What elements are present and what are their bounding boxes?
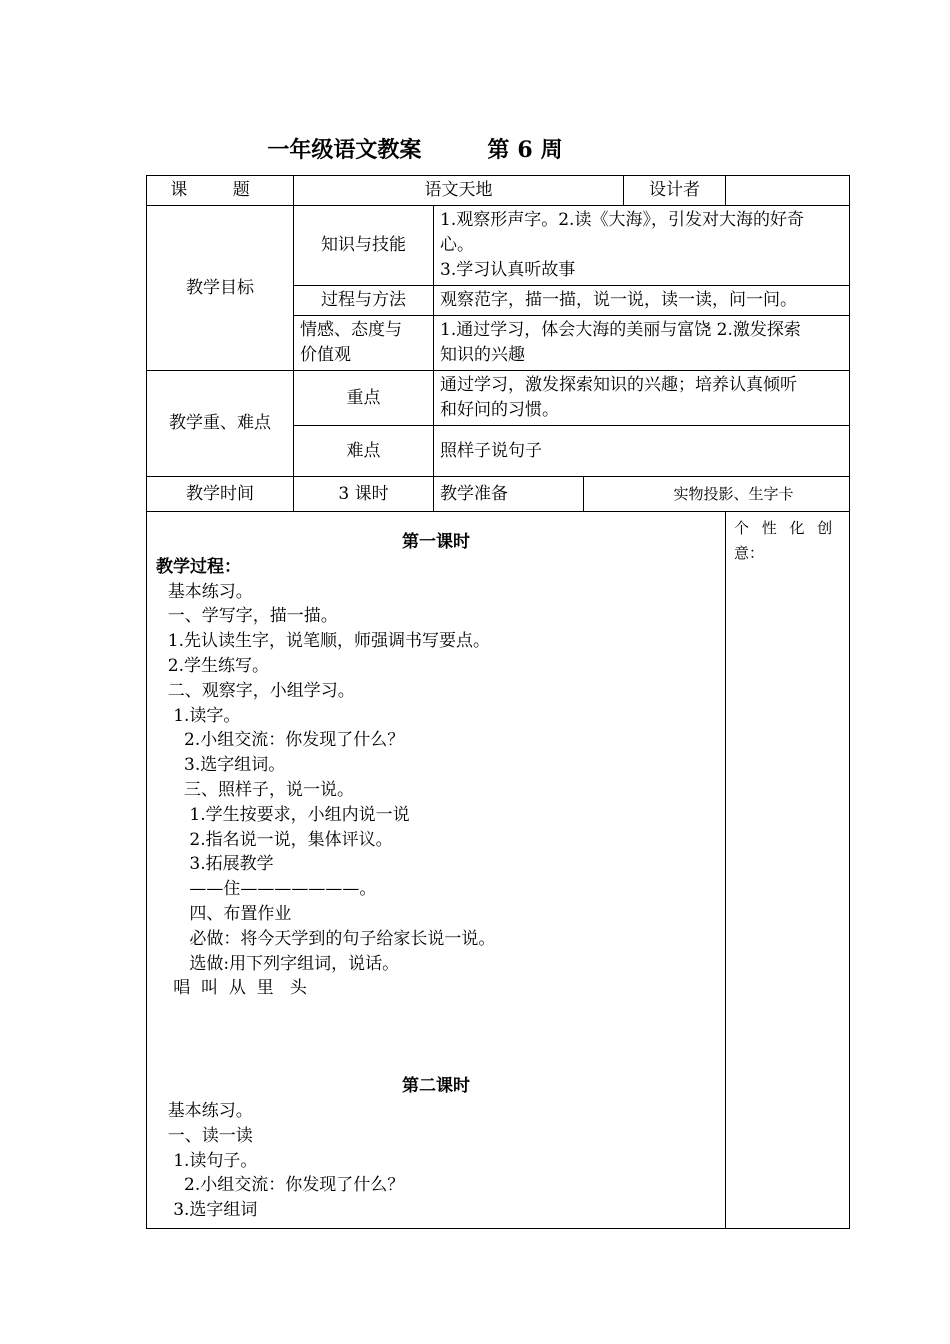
lesson1-title: 第一课时 (402, 532, 470, 552)
goal-text-emotion: 1.通过学习，体会大海的美丽与富饶 2.激发探索 知识的兴趣 (434, 316, 850, 371)
process-cell (147, 512, 726, 1229)
process-line: 三、照样子，说一说。 (157, 779, 355, 800)
lesson2-lines (147, 1099, 725, 1223)
title-text: 一年级语文教案 (267, 137, 422, 163)
goals-label: 教学目标 (147, 206, 294, 371)
process-line: 基本练习。 (157, 1100, 253, 1121)
prep-label: 教学准备 (434, 477, 584, 512)
process-line: 2.指名说一说，集体评议。 (157, 829, 393, 850)
prep-value: 实物投影、生字卡 (584, 477, 850, 512)
key-label: 教学重、难点 (147, 371, 294, 477)
difficulty-label: 难点 (294, 426, 434, 477)
topic-label: 课 题 (147, 176, 294, 206)
process-line: ——住———————。 (157, 879, 377, 900)
goal-text-knowledge: 1.观察形声字。2.读《大海》，引发对大海的好奇 心。 3.学习认真听故事 (434, 206, 850, 286)
process-line: 1.读句子。 (157, 1150, 258, 1171)
process-row (147, 512, 850, 1229)
process-line: 2.学生练写。 (157, 655, 270, 676)
goal-label-knowledge: 知识与技能 (294, 206, 434, 286)
process-line: 3.拓展教学 (157, 854, 274, 875)
goal-row-knowledge (147, 206, 850, 286)
time-row (147, 477, 850, 512)
time-value: 3 课时 (294, 477, 434, 512)
lesson1-lines (147, 580, 725, 1002)
key-point-label: 重点 (294, 371, 434, 426)
page-title (0, 133, 830, 164)
topic-row (147, 176, 850, 206)
key-point-row (147, 371, 850, 426)
process-line: 2.小组交流：你发现了什么？ (157, 1175, 405, 1196)
lesson-plan-table (146, 175, 850, 1229)
process-line: 一、学写字，描一描。 (157, 606, 338, 627)
process-line: 唱 叫 从 里 头 (157, 978, 307, 999)
week-suffix: 周 (540, 137, 563, 163)
week-prefix: 第 (487, 137, 510, 163)
topic-value: 语文天地 (294, 176, 624, 206)
process-content (147, 512, 725, 1228)
process-line: 基本练习。 (157, 581, 253, 602)
goal-label-emotion: 情感、态度与 价值观 (294, 316, 434, 371)
goal-label-process: 过程与方法 (294, 286, 434, 316)
process-line: 1.读字。 (157, 705, 241, 726)
process-line: 1.学生按要求，小组内说一说 (157, 804, 410, 825)
process-line: 3.选字组词。 (157, 755, 286, 776)
process-label: 教学过程： (156, 556, 241, 577)
process-line: 二、观察字，小组学习。 (157, 680, 355, 701)
difficulty-text: 照样子说句子 (434, 426, 850, 477)
lesson2-title: 第二课时 (402, 1076, 470, 1097)
process-line: 一、读一读 (157, 1125, 253, 1146)
process-line: 选做:用下列字组词，说话。 (157, 953, 400, 974)
time-label: 教学时间 (147, 477, 294, 512)
personal-creativity-note: 个 性 化 创 意： (726, 512, 850, 1229)
designer-value (726, 176, 850, 206)
process-line: 必做：将今天学到的句子给家长说一说。 (157, 928, 496, 949)
process-line: 四、布置作业 (157, 903, 292, 924)
process-line: 1.先认读生字，说笔顺，师强调书写要点。 (157, 631, 491, 652)
designer-label: 设计者 (624, 176, 726, 206)
week-number: 6 (517, 137, 533, 163)
process-line: 3.选字组词 (157, 1200, 258, 1221)
process-line: 2.小组交流：你发现了什么？ (157, 730, 405, 751)
key-point-text: 通过学习，激发探索知识的兴趣；培养认真倾听 和好问的习惯。 (434, 371, 850, 426)
goal-text-process: 观察范字，描一描，说一说，读一读，问一问。 (434, 286, 850, 316)
